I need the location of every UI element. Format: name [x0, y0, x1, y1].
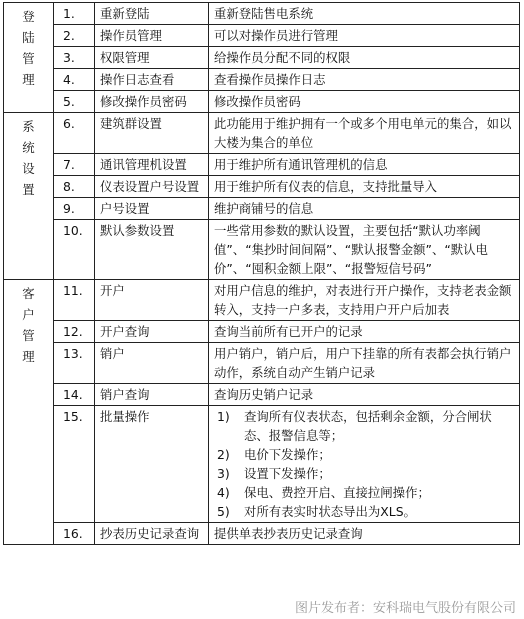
- table-row: [4, 69, 520, 91]
- function-description: 用户销户，销户后，用户下挂靠的所有表都会执行销户动作，系统自动产生销户记录: [209, 343, 520, 384]
- list-item: [214, 445, 515, 464]
- function-name: 重新登陆: [95, 3, 209, 25]
- item-number: 11.: [54, 280, 95, 321]
- item-number: 6.: [54, 113, 95, 154]
- table-row: [4, 384, 520, 406]
- table-row: [4, 91, 520, 113]
- item-number: 9.: [54, 198, 95, 220]
- function-name: 操作日志查看: [95, 69, 209, 91]
- table-row: [4, 343, 520, 384]
- item-number: 13.: [54, 343, 95, 384]
- list-item: [214, 483, 515, 502]
- table-row: [4, 154, 520, 176]
- item-number: 5.: [54, 91, 95, 113]
- table-row: [4, 321, 520, 343]
- function-name: 建筑群设置: [95, 113, 209, 154]
- item-number: 4.: [54, 69, 95, 91]
- item-number: 12.: [54, 321, 95, 343]
- list-marker: 5): [217, 504, 230, 519]
- function-table: [3, 2, 520, 545]
- category-label: 客户管理: [22, 286, 35, 364]
- category-cell: [4, 3, 54, 113]
- function-description: 修改操作员密码: [209, 91, 520, 113]
- item-number: 15.: [54, 406, 95, 523]
- table-row: [4, 198, 520, 220]
- function-description: 提供单表抄表历史记录查询: [209, 523, 520, 545]
- function-name: 开户: [95, 280, 209, 321]
- function-name: 操作员管理: [95, 25, 209, 47]
- function-description: 维护商铺号的信息: [209, 198, 520, 220]
- list-marker: 4): [217, 485, 230, 500]
- publisher-watermark: 图片发布者：安科瑞电气股份有限公司: [294, 601, 516, 616]
- table-row: [4, 113, 520, 154]
- function-name: 销户: [95, 343, 209, 384]
- function-description: 查询当前所有已开户的记录: [209, 321, 520, 343]
- table-row: [4, 176, 520, 198]
- item-number: 3.: [54, 47, 95, 69]
- list-item-text: 电价下发操作；: [244, 447, 331, 462]
- function-name: 通讯管理机设置: [95, 154, 209, 176]
- item-number: 7.: [54, 154, 95, 176]
- category-label: 登陆管理: [22, 9, 35, 87]
- category-cell: [4, 280, 54, 545]
- table-row: [4, 47, 520, 69]
- category-cell: [4, 113, 54, 280]
- function-description: 查询历史销户记录: [209, 384, 520, 406]
- table-row: [4, 280, 520, 321]
- item-number: 14.: [54, 384, 95, 406]
- batch-operation-list: [214, 407, 515, 521]
- category-label: 系统设置: [22, 119, 35, 197]
- function-name: 销户查询: [95, 384, 209, 406]
- item-number: 16.: [54, 523, 95, 545]
- table-row: [4, 406, 520, 523]
- function-description: 一些常用参数的默认设置，主要包括“默认功率阈值”、“集抄时间间隔”、“默认报警金额”、“默认电价”、“囤积金额上限”、“报警短信号码”: [209, 220, 520, 280]
- function-name: 抄表历史记录查询: [95, 523, 209, 545]
- function-name: 户号设置: [95, 198, 209, 220]
- item-number: 10.: [54, 220, 95, 280]
- function-table-body: [4, 3, 520, 545]
- list-item-text: 查询所有仪表状态，包括剩余金额，分合闸状态、报警信息等；: [244, 409, 492, 443]
- function-name: 开户查询: [95, 321, 209, 343]
- table-row: [4, 3, 520, 25]
- item-number: 1.: [54, 3, 95, 25]
- list-item-text: 保电、费控开启、直接拉闸操作；: [244, 485, 430, 500]
- function-name: 仪表设置户号设置: [95, 176, 209, 198]
- function-name: 默认参数设置: [95, 220, 209, 280]
- list-item-text: 设置下发操作；: [244, 466, 331, 481]
- function-description: 重新登陆售电系统: [209, 3, 520, 25]
- function-description: 查看操作员操作日志: [209, 69, 520, 91]
- list-marker: 1): [217, 409, 230, 424]
- item-number: 2.: [54, 25, 95, 47]
- item-number: 8.: [54, 176, 95, 198]
- function-description: 对用户信息的维护，对表进行开户操作，支持老表金额转入，支持一户多表，支持用户开户后加表: [209, 280, 520, 321]
- function-name: 批量操作: [95, 406, 209, 523]
- table-row: [4, 220, 520, 280]
- table-row: [4, 523, 520, 545]
- list-marker: 2): [217, 447, 230, 462]
- function-description: 用于维护所有通讯管理机的信息: [209, 154, 520, 176]
- list-item: [214, 407, 515, 445]
- list-item-text: 对所有表实时状态导出为XLS。: [244, 504, 416, 519]
- function-description: 用于维护所有仪表的信息，支持批量导入: [209, 176, 520, 198]
- function-description: 给操作员分配不同的权限: [209, 47, 520, 69]
- function-name: 修改操作员密码: [95, 91, 209, 113]
- function-description: 此功能用于维护拥有一个或多个用电单元的集合，如以大楼为集合的单位: [209, 113, 520, 154]
- list-item: [214, 502, 515, 521]
- function-description: [209, 406, 520, 523]
- function-description: 可以对操作员进行管理: [209, 25, 520, 47]
- list-marker: 3): [217, 466, 230, 481]
- list-item: [214, 464, 515, 483]
- table-row: [4, 25, 520, 47]
- function-name: 权限管理: [95, 47, 209, 69]
